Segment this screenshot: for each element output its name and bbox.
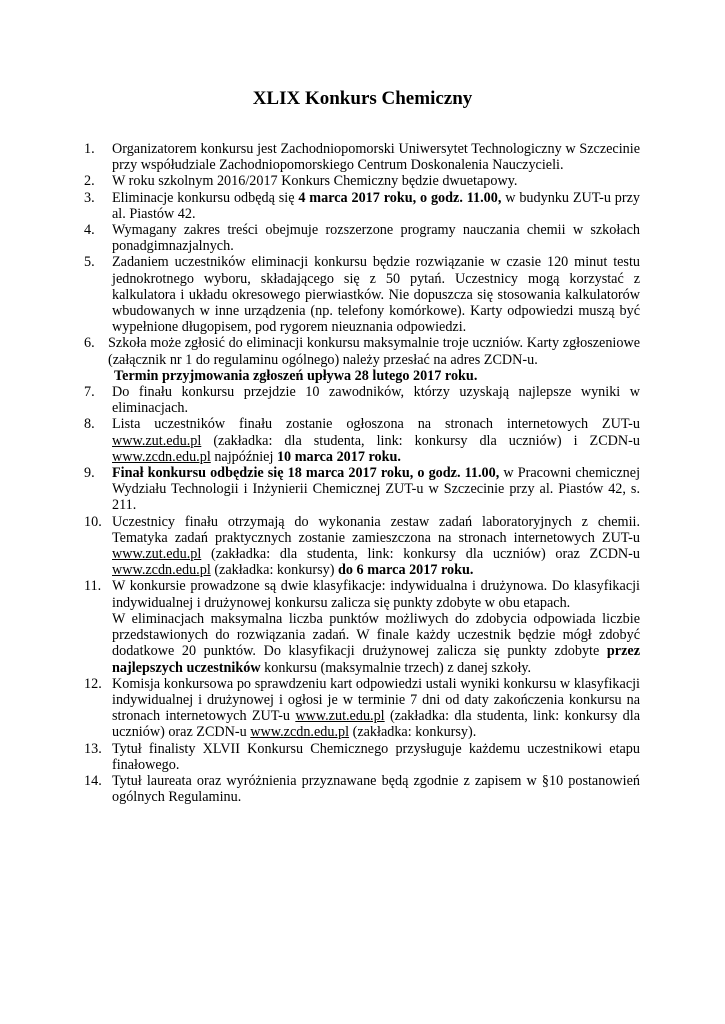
item-paragraph (112, 611, 640, 676)
item-number: 10. (84, 513, 102, 530)
item-text-part: (zakładka: konkursy) (210, 562, 339, 579)
item-text (112, 676, 640, 741)
item-text (112, 773, 640, 805)
item-text (112, 514, 640, 579)
item-text-part: Wymagany zakres treści obejmuje rozszerzone programy nauczania chemii w szkołach ponadgimnazjalnych. (112, 222, 640, 255)
item-bold-text: Finał konkursu odbędzie się 18 marca 2017 roku, o godz. 11.00, (112, 465, 500, 482)
item-text-part: Zadaniem uczestników eliminacji konkursu będzie rozwiązanie w czasie 120 minut testu jednokrotnego wyboru, składającego się z 50 pytań. Uczestnicy mogą korzystać z kalkulatora i układu okresowego pierwiastków. Nie dopuszcza się stosowania kalkulatorów wbudowanych w inne urządzenia (np. telefony komórkowe). Karty odpowiedzi muszą być wypełnione długopisem, pod rygorem nieuznania odpowiedzi. (112, 254, 640, 336)
zut-website-link[interactable]: www.zut.edu.pl (112, 432, 202, 449)
item-text-part: Eliminacje konkursu odbędą się (112, 189, 299, 206)
list-item (84, 773, 640, 805)
item-text-part: (zakładka: dla studenta, link: konkursy dla uczniów) i ZCDN-u (201, 432, 640, 449)
item-number: 7. (84, 384, 95, 401)
list-item (84, 578, 640, 675)
item-text-part: najpóźniej (210, 448, 277, 465)
item-text-part: Komisja konkursowa po sprawdzeniu kart odpowiedzi ustali wyniki konkursu w klasyfikacji indywidualnej i drużynowej i ogłosi je w terminie 7 dni od daty zakończenia konkursu na stronach internetowych ZUT-u (112, 675, 640, 725)
item-number: 5. (84, 254, 95, 271)
item-paragraph: W konkursie prowadzone są dwie klasyfikacje: indywidualna i drużynowa. Do klasyfikacji indywidualnej i drużynowej konkursu zalicza się punkty zdobyte w obu etapach. (112, 578, 640, 611)
item-bold-text: 4 marca 2017 roku, o godz. 11.00, (298, 189, 502, 206)
item-text (112, 416, 640, 465)
item-number: 2. (84, 173, 95, 190)
item-text-part: W roku szkolnym 2016/2017 Konkurs Chemiczny będzie dwuetapowy. (112, 173, 518, 190)
item-text (108, 335, 640, 384)
item-text (112, 384, 640, 416)
item-text-part: konkursu (maksymalnie trzech) z danej szkoły. (260, 659, 532, 676)
item-text (112, 741, 640, 773)
item-bold-text: przez najlepszych uczestników (112, 643, 640, 676)
list-item (84, 416, 640, 465)
item-text-part: w Pracowni chemicznej Wydziału Technologii i Inżynierii Chemicznej ZUT-u w Szczecinie przy al. Piastów 42, s. 211. (112, 465, 641, 514)
item-bold-text: 10 marca 2017 roku. (276, 448, 401, 465)
item-text-part: Organizatorem konkursu jest Zachodniopomorski Uniwersytet Technologiczny w Szczecinie przy współudziale Zachodniopomorskiego Centrum Doskonalenia Nauczycieli. (112, 141, 640, 174)
item-text-part: (zakładka: dla studenta, link: konkursy dla uczniów) oraz ZCDN-u (112, 708, 640, 741)
item-text (112, 222, 640, 254)
item-text-part: W eliminacjach maksymalna liczba punktów możliwych do zdobycia odpowiada liczbie przedstawionych do rozwiązania zadań. W finale każdy uczestnik będzie mógł zdobyć dodatkowe 20 punktów. Do klasyfikacji drużynowej zalicza się punkty zdobyte (112, 610, 640, 660)
item-text-part: Uczestnicy finału otrzymają do wykonania zestaw zadań laboratoryjnych z chemii. Tematyka zadań praktycznych zostanie zamieszczona na stronach internetowych ZUT-u (112, 513, 640, 546)
zcdn-website-link[interactable]: www.zcdn.edu.pl (112, 448, 211, 465)
list-item (84, 141, 640, 173)
list-item (84, 190, 640, 222)
item-text-part: (zakładka: dla studenta, link: konkursy dla uczniów) oraz ZCDN-u (201, 546, 640, 563)
item-number: 6. (84, 335, 95, 352)
item-number: 1. (84, 141, 95, 157)
zcdn-website-link[interactable]: www.zcdn.edu.pl (112, 562, 211, 579)
item-number: 14. (84, 772, 102, 789)
list-item (84, 741, 640, 773)
zut-website-link[interactable]: www.zut.edu.pl (295, 708, 385, 725)
item-text (112, 141, 640, 173)
item-text-part: Tytuł laureata oraz wyróżnienia przyznawane będą zgodnie z zapisem w §10 postanowień ogólnych Regulaminu. (112, 772, 640, 806)
list-item (84, 384, 640, 416)
list-item (84, 222, 640, 254)
item-text (112, 173, 640, 189)
document-title: XLIX Konkurs Chemiczny (252, 88, 473, 109)
item-text (112, 465, 640, 514)
item-number: 9. (84, 465, 95, 482)
item-bold-line: Termin przyjmowania zgłoszeń upływa 28 lutego 2017 roku. (114, 367, 478, 384)
item-number: 3. (84, 189, 95, 206)
zut-website-link[interactable]: www.zut.edu.pl (112, 546, 202, 563)
item-bold-text: do 6 marca 2017 roku. (338, 562, 474, 579)
item-number: 12. (84, 675, 102, 692)
item-text (112, 578, 640, 675)
list-item (84, 676, 640, 741)
rules-list (84, 141, 640, 805)
list-item (84, 173, 640, 189)
item-text-part: Lista uczestników finału zostanie ogłoszona na stronach internetowych ZUT-u (112, 416, 640, 433)
item-number: 8. (84, 416, 95, 433)
item-text (112, 254, 640, 335)
list-item (84, 254, 640, 335)
item-text-part: w budynku ZUT-u przy al. Piastów 42. (112, 189, 640, 222)
list-item (84, 514, 640, 579)
item-number: 13. (84, 740, 102, 757)
item-text (112, 190, 640, 222)
item-number: 4. (84, 222, 95, 239)
zcdn-website-link[interactable]: www.zcdn.edu.pl (250, 724, 350, 741)
list-item (84, 465, 640, 514)
item-number: 11. (84, 578, 102, 595)
item-text-part: Tytuł finalisty XLVII Konkursu Chemicznego przysługuje każdemu uczestnikowi etapu finałowego. (112, 740, 640, 773)
list-item (84, 335, 640, 384)
item-text-part: Szkoła może zgłosić do eliminacji konkursu maksymalnie troje uczniów. Karty zgłoszeniowe (załącznik nr 1 do regulaminu ogólnego) należy przesłać na adres ZCDN-u. (108, 335, 640, 368)
item-text-part: (zakładka: konkursy). (349, 724, 477, 741)
item-text-part: Do finału konkursu przejdzie 10 zawodników, którzy uzyskają najlepsze wyniki w eliminacjach. (112, 384, 640, 417)
